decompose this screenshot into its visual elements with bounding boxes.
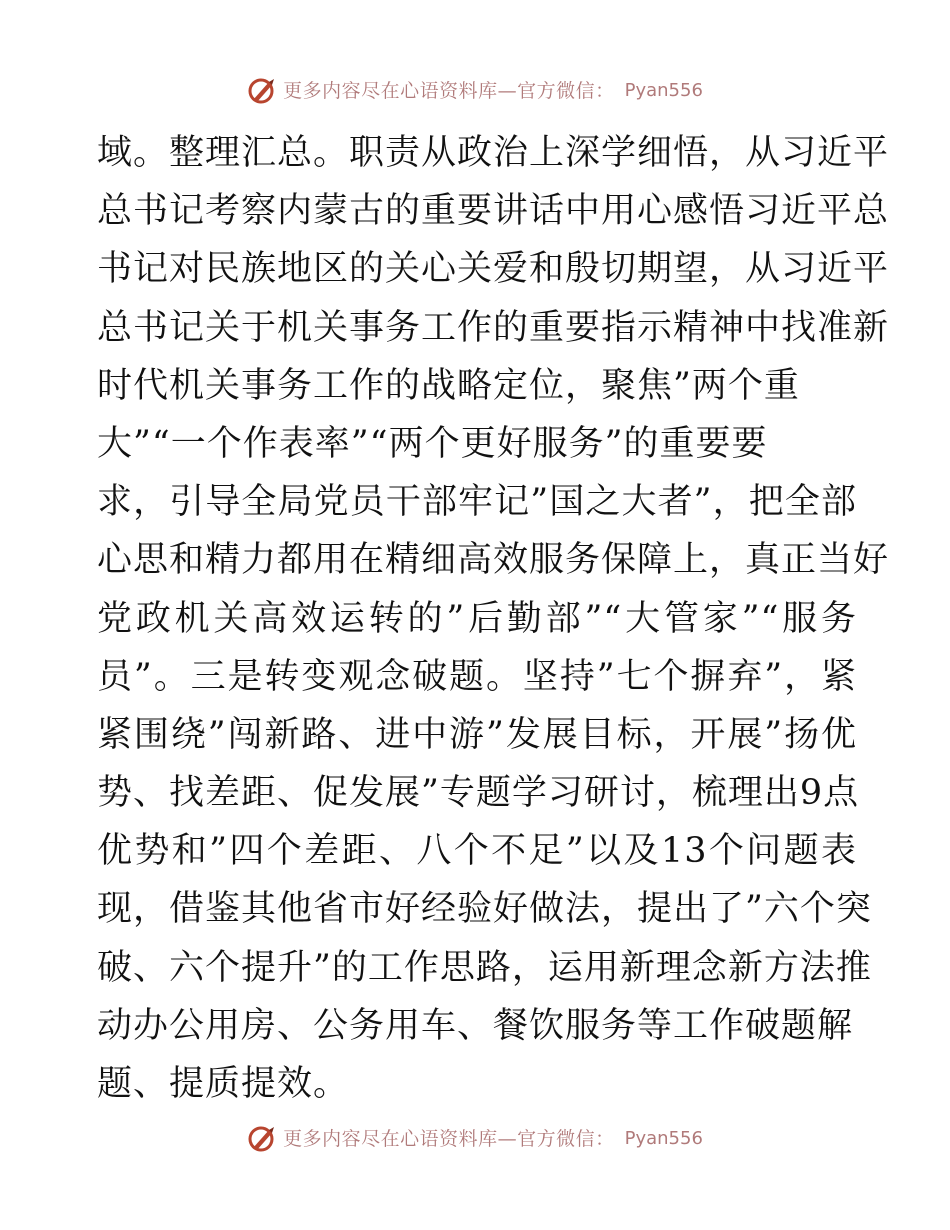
body-line: 员”。三是转变观念破题。坚持”七个摒弃”，紧 [97,656,857,697]
watermark-wechat-id: Pyan556 [624,1128,703,1149]
body-line: 大”“一个作表率”“两个更好服务”的重要要 [97,423,768,464]
feather-logo-icon [247,76,277,106]
document-body [97,124,890,1113]
body-line: 破、六个提升”的工作思路，运用新理念新方法推 [97,947,872,988]
body-line: 动办公用房、公务用车、餐饮服务等工作破题解 [97,1005,854,1046]
body-line: 优势和”四个差距、八个不足”以及13个问题表 [97,831,857,872]
body-line: 题、提质提效。 [97,1064,350,1104]
body-line: 现，借鉴其他省市好经验好做法，提出了”六个突 [97,889,872,930]
body-line: 总书记考察内蒙古的重要讲话中用心感悟习近平总 [97,191,890,232]
watermark-text: 更多内容尽在心语资料库—官方微信： [283,1127,615,1150]
feather-logo-icon [247,1124,277,1154]
body-line: 时代机关事务工作的战略定位，聚焦”两个重 [97,365,800,406]
watermark-wechat-id: Pyan556 [624,80,703,101]
body-line: 总书记关于机关事务工作的重要指示精神中找准新 [97,307,890,348]
body-line: 紧围绕”闯新路、进中游”发展目标，开展”扬优 [97,714,857,755]
footer-watermark [0,1119,950,1159]
body-line: 心思和精力都用在精细高效服务保障上，真正当好 [97,540,890,581]
watermark-text: 更多内容尽在心语资料库—官方微信： [283,79,615,102]
body-line: 势、找差距、促发展”专题学习研讨，梳理出9点 [97,773,860,814]
header-watermark [0,71,950,111]
body-line: 求，引导全局党员干部牢记”国之大者”，把全部 [97,482,857,523]
body-line: 域。整理汇总。职责从政治上深学细悟，从习近平 [97,133,890,173]
body-line: 书记对民族地区的关心关爱和殷切期望，从习近平 [97,249,890,290]
body-line: 党政机关高效运转的”后勤部”“大管家”“服务 [97,598,857,639]
